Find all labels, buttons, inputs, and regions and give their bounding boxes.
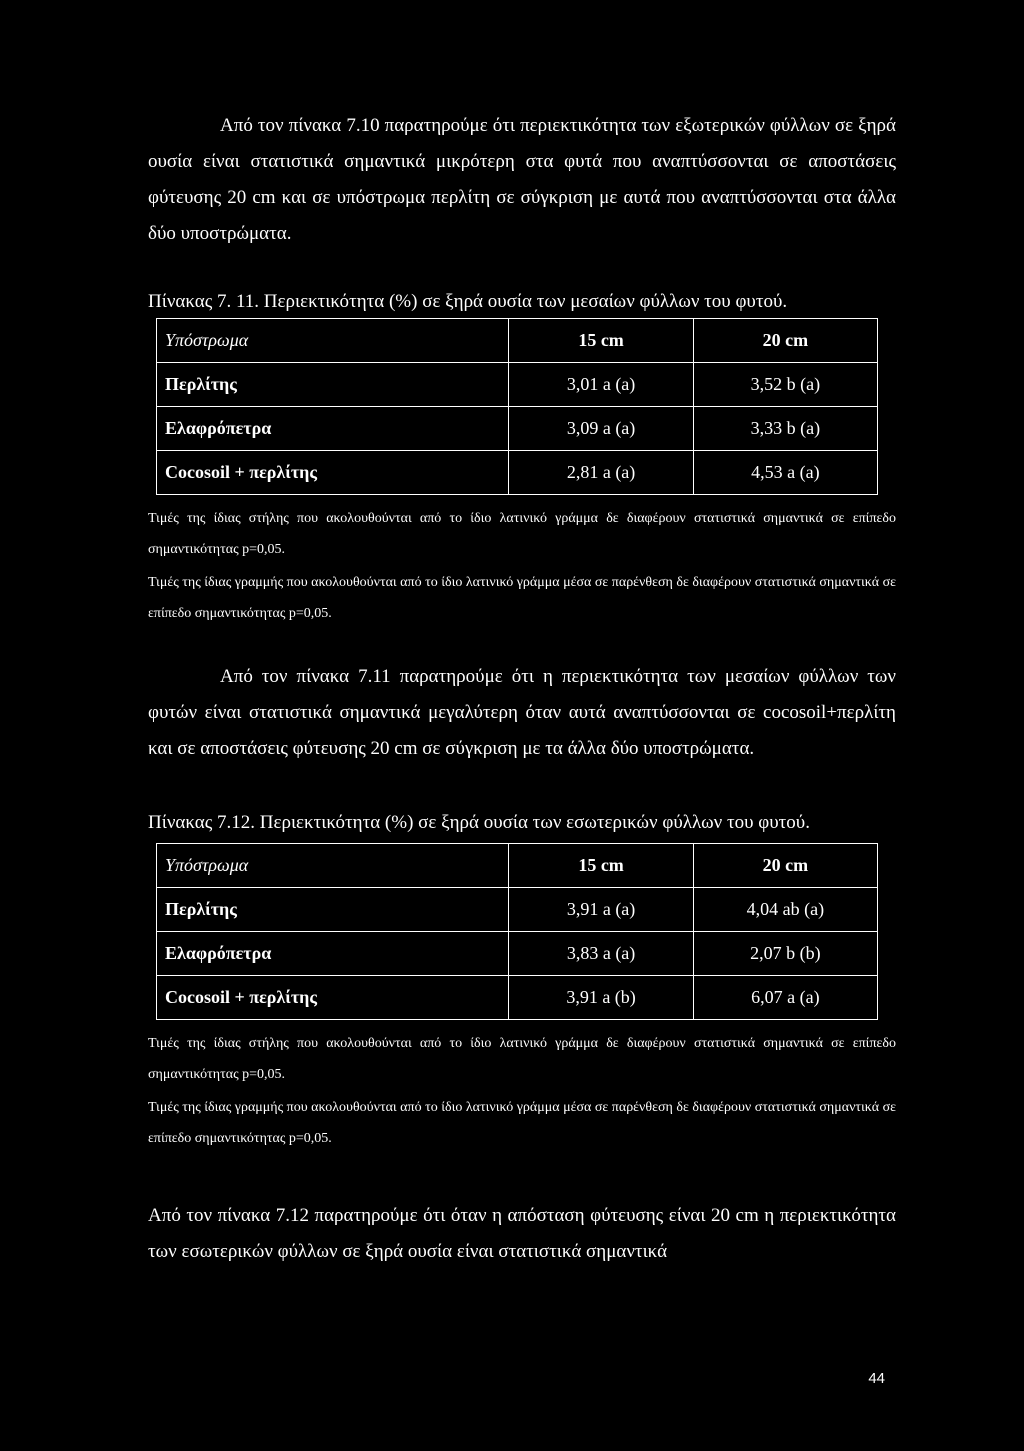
table-1-caption: Πίνακας 7. 11. Περιεκτικότητα (%) σε ξηρά ουσία των μεσαίων φύλλων του φυτού.: [148, 291, 788, 312]
table-1-header-15cm: 15 cm: [509, 319, 693, 363]
table-2-header-row: [157, 844, 878, 888]
table-2-header-20cm: 20 cm: [693, 844, 877, 888]
row-label: Ελαφρόπετρα: [157, 407, 509, 451]
table-row: [157, 932, 878, 976]
paragraph-3-text: Από τον πίνακα 7.12 παρατηρούμε ότι όταν η απόσταση φύτευσης είναι 20 cm η περιεκτικότητα των εσωτερικών φύλλων σε ξηρά ουσία είναι στατιστικά σημαντικά: [148, 1205, 896, 1262]
table-1: [156, 318, 878, 495]
table-cell: 3,91 a (a): [509, 888, 693, 932]
table-2-note-row: Τιμές της ίδιας γραμμής που ακολουθούνται από το ίδιο λατινικό γράμμα μέσα σε παρένθεση δε διαφέρουν στατιστικά σημαντικά σε επίπεδο σημαντικότητας p=0,05.: [148, 1100, 896, 1146]
paragraph-1-text: Από τον πίνακα 7.10 παρατηρούμε ότι περιεκτικότητα των εξωτερικών φύλλων σε ξηρά ουσία είναι στατιστικά σημαντικά μικρότερη στα φυτά που αναπτύσσονται σε αποστάσεις φύτευσης 20 cm και σε υπόστρωμα περλίτη σε σύγκριση με αυτά που αναπτύσσονται στα άλλα δύο υποστρώματα.: [148, 115, 896, 244]
table-cell: 4,53 a (a): [693, 451, 877, 495]
table-cell: 3,09 a (a): [509, 407, 693, 451]
row-label: Cocosoil + περλίτης: [157, 976, 509, 1020]
table-1-note-row: Τιμές της ίδιας γραμμής που ακολουθούνται από το ίδιο λατινικό γράμμα μέσα σε παρένθεση δε διαφέρουν στατιστικά σημαντικά σε επίπεδο σημαντικότητας p=0,05.: [148, 575, 896, 621]
table-2-header-15cm: 15 cm: [509, 844, 693, 888]
row-label: Περλίτης: [157, 363, 509, 407]
table-2-note-column: Τιμές της ίδιας στήλης που ακολουθούνται από το ίδιο λατινικό γράμμα δε διαφέρουν στατιστικά σημαντικά σε επίπεδο σημαντικότητας p=0,05.: [148, 1036, 896, 1082]
document-page: [148, 108, 896, 1270]
table-1-note-column: Τιμές της ίδιας στήλης που ακολουθούνται από το ίδιο λατινικό γράμμα δε διαφέρουν στατιστικά σημαντικά σε επίπεδο σημαντικότητας p=0,05.: [148, 511, 896, 557]
table-row: [157, 363, 878, 407]
table-2-header-substrate: Υπόστρωμα: [157, 844, 509, 888]
table-2: [156, 843, 878, 1020]
table-2-caption: Πίνακας 7.12. Περιεκτικότητα (%) σε ξηρά ουσία των εσωτερικών φύλλων του φυτού.: [148, 812, 810, 833]
row-label: Cocosoil + περλίτης: [157, 451, 509, 495]
table-cell: 3,91 a (b): [509, 976, 693, 1020]
table-cell: 4,04 ab (a): [693, 888, 877, 932]
table-cell: 3,01 a (a): [509, 363, 693, 407]
table-row: [157, 888, 878, 932]
paragraph-1: [148, 108, 896, 284]
table-cell: 3,83 a (a): [509, 932, 693, 976]
table-1-header-substrate: Υπόστρωμα: [157, 319, 509, 363]
paragraph-2-text: Από τον πίνακα 7.11 παρατηρούμε ότι η περιεκτικότητα των μεσαίων φύλλων των φυτών είναι στατιστικά σημαντικά μεγαλύτερη όταν αυτά αναπτύσσονται σε cocosoil+περλίτη και σε αποστάσεις φύτευσης 20 cm σε σύγκριση με τα άλλα δύο υποστρώματα.: [148, 666, 896, 759]
page-number: 44: [868, 1370, 885, 1387]
table-row: [157, 976, 878, 1020]
row-label: Περλίτης: [157, 888, 509, 932]
table-cell: 2,81 a (a): [509, 451, 693, 495]
table-cell: 3,52 b (a): [693, 363, 877, 407]
table-cell: 2,07 b (b): [693, 932, 877, 976]
paragraph-3: [148, 1198, 896, 1270]
paragraph-2: [148, 659, 896, 767]
table-row: [157, 407, 878, 451]
table-1-header-row: [157, 319, 878, 363]
row-label: Ελαφρόπετρα: [157, 932, 509, 976]
table-cell: 6,07 a (a): [693, 976, 877, 1020]
table-1-header-20cm: 20 cm: [693, 319, 877, 363]
table-cell: 3,33 b (a): [693, 407, 877, 451]
table-row: [157, 451, 878, 495]
